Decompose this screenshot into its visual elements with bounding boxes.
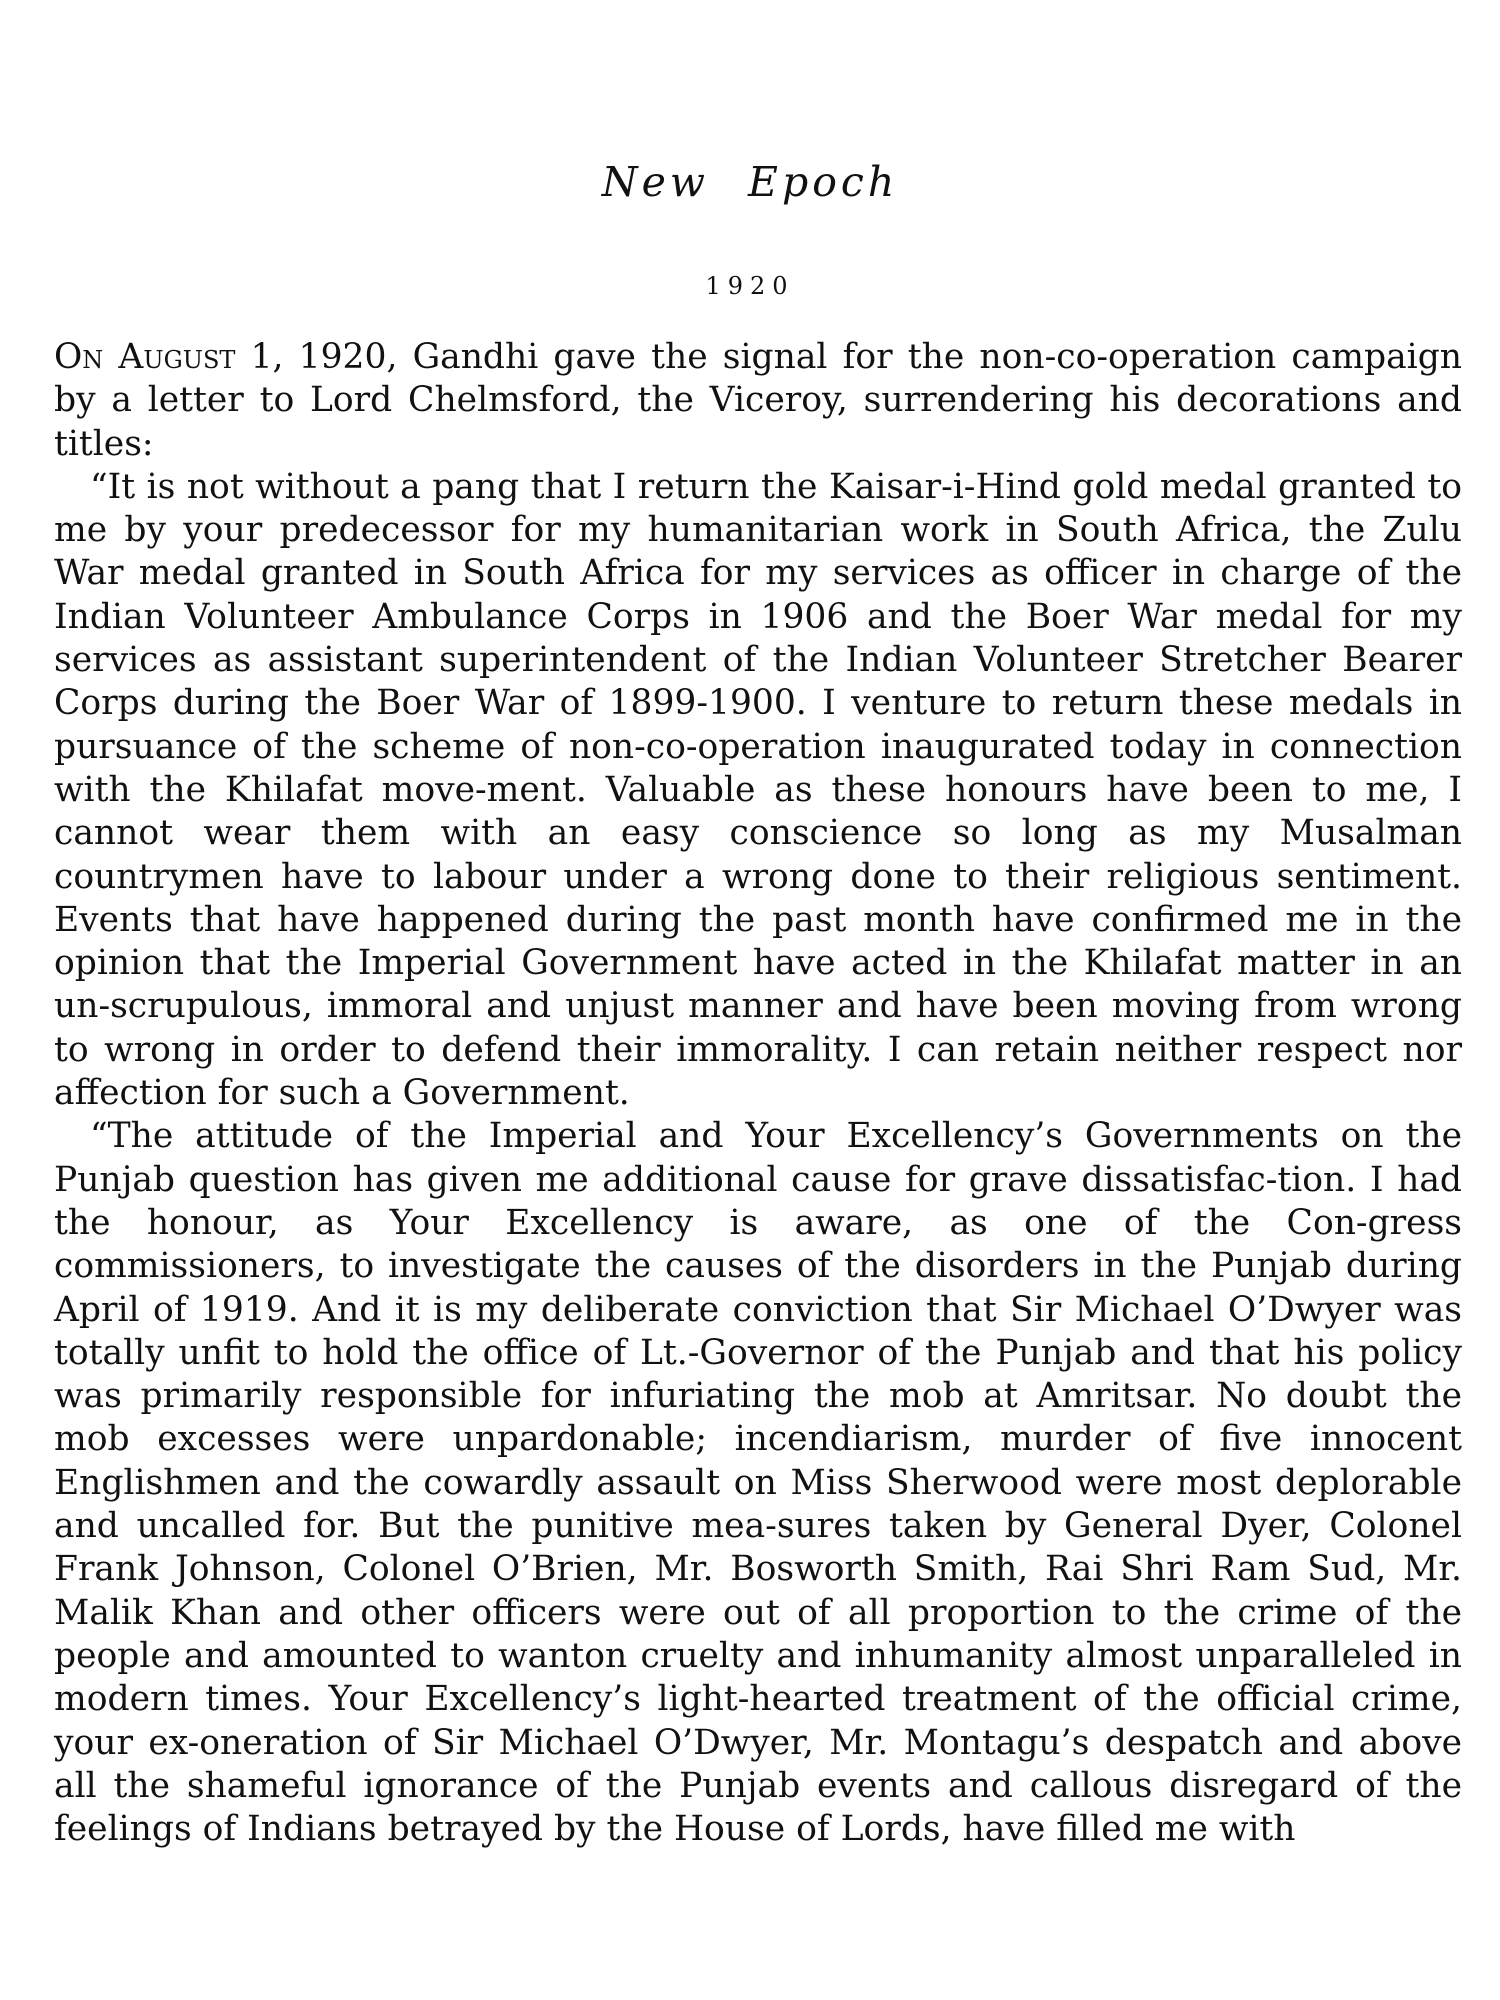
chapter-year: 1920 [705, 272, 795, 300]
paragraph-letter-2: “The attitude of the Imperial and Your Excellency’s Governments on the Punjab question has given me additional cause for grave dissatisfac-tion. I had the honour, as Your Excellency is aware, as one of the Con-gress commissioners, to investigate the causes of the disorders in the Punjab during April of 1919. And it is my deliberate conviction that Sir Michael O’Dwyer was totally unfit to hold the office of Lt.-Governor of the Punjab and that his policy was primarily responsible for infuriating the mob at Amritsar. No doubt the mob excesses were unpardonable; incendiarism, murder of five innocent Englishmen and the cowardly assault on Miss Sherwood were most deplorable and uncalled for. But the punitive mea-sures taken by General Dyer, Colonel Frank Johnson, Colonel O’Brien, Mr. Bosworth Smith, Rai Shri Ram Sud, Mr. Malik Khan and other officers were out of all proportion to the crime of the people and amounted to wanton cruelty and inhumanity almost unparalleled in modern times. Your Excellency’s light-hearted treatment of the official crime, your ex-oneration of Sir Michael O’Dwyer, Mr. Montagu’s despatch and above all the shameful ignorance of the Punjab events and callous disregard of the feelings of Indians betrayed by the House of Lords, have filled me with [54, 1116, 1462, 1850]
opening-smallcaps: On August [54, 337, 236, 377]
chapter-title: New Epoch [601, 158, 899, 206]
body-text [54, 336, 1462, 1851]
paragraph-letter-1: “It is not without a pang that I return the Kaisar-i-Hind gold medal granted to me by your predecessor for my humanitarian work in South Africa, the Zulu War medal granted in South Africa for my services as officer in charge of the Indian Volunteer Ambulance Corps in 1906 and the Boer War medal for my services as assistant superintendent of the Indian Volunteer Stretcher Bearer Corps during the Boer War of 1899-1900. I venture to return these medals in pursuance of the scheme of non-co-operation inaugurated today in connection with the Khilafat move-ment. Valuable as these honours have been to me, I cannot wear them with an easy conscience so long as my Musalman countrymen have to labour under a wrong done to their religious sentiment. Events that have happened during the past month have confirmed me in the opinion that the Imperial Government have acted in the Khilafat matter in an un-scrupulous, immoral and unjust manner and have been moving from wrong to wrong in order to defend their immorality. I can retain neither respect nor affection for such a Government. [54, 466, 1462, 1114]
opening-text: 1, 1920, Gandhi gave the signal for the non-co-operation campaign by a letter to Lord Chelmsford, the Viceroy, surrendering his decorations and titles: [54, 337, 1462, 464]
paragraph-opening [54, 336, 1462, 466]
